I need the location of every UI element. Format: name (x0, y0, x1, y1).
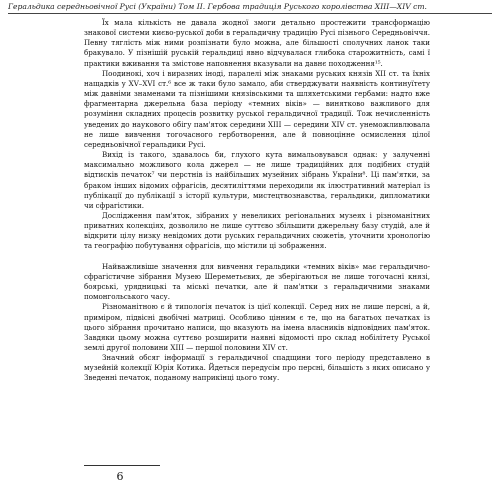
header-rule (8, 13, 492, 14)
body-text (84, 18, 430, 384)
paragraph: Поодинокі, хоч і виразних іноді, паралелі між знаками руських князів XII ст. та їхніх нащадків у XV–XVI ст.⁶ все ж таки було замало, аби стверджувати наявність континуїтету між давніми знаменами та пізнішими князівськими та шляхетськими гербами: надто вже фрагментарна джерельна база періоду «темних віків» — винятково важливого для розуміння складних процесів розвитку руської геральдичної традиції. Тож нечисленність уведених до наукового обігу пам'яток середини XIII — середини XIV ст. унеможливлювала не лише вивчення тогочасного герботворення, але й повноцінне осмислення цілої середньовічної геральдики Русі. (84, 68, 430, 149)
footnote-rule (84, 465, 160, 466)
paragraph: Значний обсяг інформації з геральдичної спадщини того періоду представлено в музейній колекції Юрія Котика. Йдеться передусім про персні, більшість з яких описано у Зведенні печаток, поданому наприкінці цього тому. (84, 353, 430, 383)
paragraph: Найважливіше значення для вивчення геральдики «темних віків» має геральдично-сфрагістичне зібрання Музею Шереметьєвих, де зберігаються не лише тогочасні князі, боярські, урядницькі та міські печатки, але й пам'ятки з геральдичними знаками помонгольського часу. (84, 261, 430, 302)
running-head: Геральдика середньовічної Русі (України) Том II. Гербова традиція Руського королівства XIII—XIV ст. (8, 2, 427, 11)
paragraph: Їх мала кількість не давала жодної змоги детально простежити трансформацію знакової системи києво-руської доби в геральдичну традицію Русі пізнього Середньовіччя. Певну тяглість між ними розпізнати було можна, але більшості сполучних ланок таки бракувало. У пізнішій руській геральдиці явно відчувалася глибока старожитність, самі ї практики вживання та змістове наповнення вказували на давнє походження¹⁵. (84, 18, 430, 68)
paragraph: Вихід із такого, здавалось би, глухого кута вимальовувався однак: у залученні максимально можливого кола джерел — не лише традиційних для подібних студій відтисків печаток⁷ чи перстнів із найбільших музейних зібрань України⁸. Ці пам'ятки, за браком інших відомих сфрагісів, десятиліттями переходили як ілюстративний матеріал із публікації до публікації з історії культури, мистецтвознавства, геральдики, дипломатики чи сфрагістики. (84, 150, 430, 210)
paragraph: Дослідження пам'яток, зібраних у невеликих регіональних музеях і різноманітних приватних колекціях, дозволило не лише суттєво збільшити джерельну базу студій, але й відкрити цілу низку невідомих доти руських геральдичних сюжетів, уточнити хронологію та географію побутування сфрагісів, що містили ці зображення. (84, 210, 430, 251)
page-number: 6 (116, 470, 124, 483)
paragraph: Різноманітною є й типологія печаток із цієї колекції. Серед них не лише персні, а й, приміром, підвісні двобічні матриці. Особливо цінним є те, що на багатьох печатках із цього зібрання прочитано написи, що вказують на імена власників відповідних пам'яток. Завдяки цьому можна суттєво розширити наявні відомості про склад нобілітету Руської землі другої половини XIII — першої половини XIV ст. (84, 302, 430, 352)
